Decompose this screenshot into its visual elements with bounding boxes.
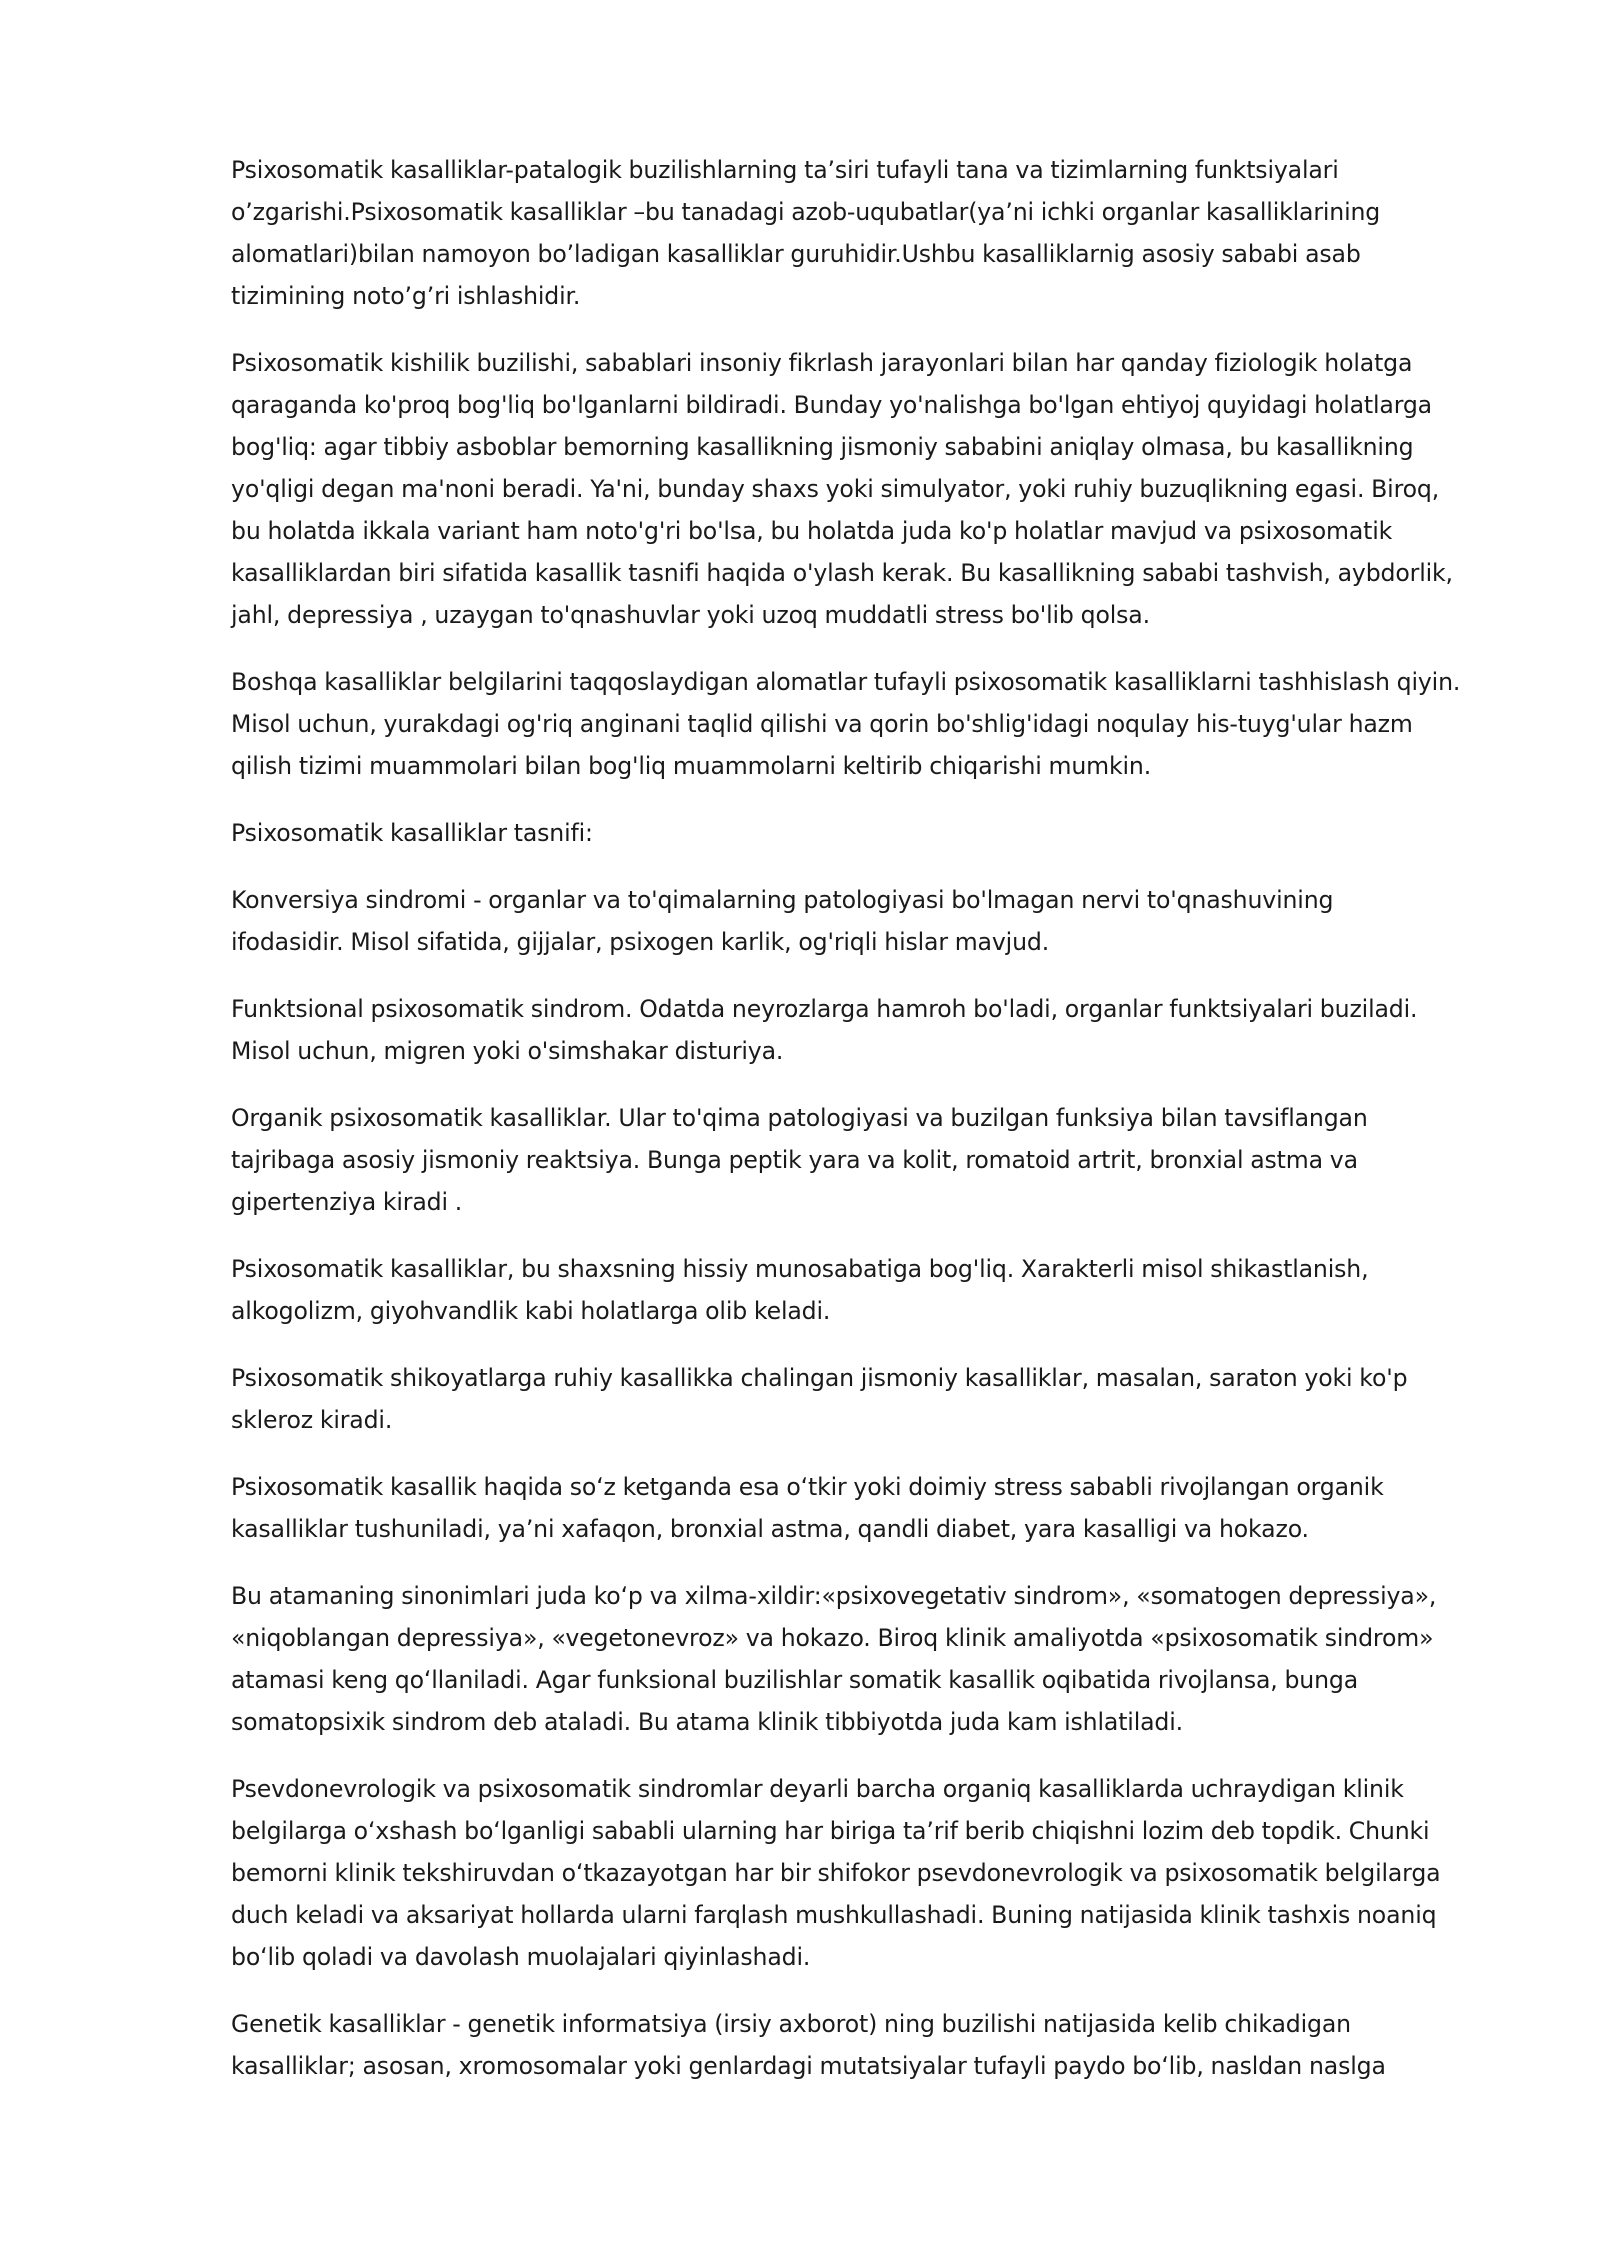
text-line: somatopsixik sindrom deb ataladi. Bu atama klinik tibbiyotda juda kam ishlatiladi. xyxy=(231,1708,1184,1736)
text-line: Organik psixosomatik kasalliklar. Ular to'qima patologiyasi va buzilgan funksiya bilan tavsiflangan xyxy=(231,1104,1368,1132)
paragraph xyxy=(231,1248,1511,1332)
paragraph xyxy=(231,1097,1511,1223)
text-line: alkogolizm, giyohvandlik kabi holatlarga olib keladi. xyxy=(231,1297,831,1325)
text-line: Psixosomatik kasalliklar, bu shaxsning hissiy munosabatiga bog'liq. Xarakterli misol shikastlanish, xyxy=(231,1255,1369,1283)
text-line: Misol uchun, yurakdagi og'riq anginani taqlid qilishi va qorin bo'shlig'idagi noqulay his-tuyg'ular hazm xyxy=(231,710,1413,738)
text-line: tajribaga asosiy jismoniy reaktsiya. Bunga peptik yara va kolit, romatoid artrit, bronxial astma va xyxy=(231,1146,1358,1174)
paragraph xyxy=(231,812,1511,854)
text-line: qilish tizimi muammolari bilan bog'liq muammolarni keltirib chiqarishi mumkin. xyxy=(231,752,1152,780)
paragraph xyxy=(231,661,1511,787)
text-line: Psixosomatik kasalliklar tasnifi: xyxy=(231,819,593,847)
text-line: kasalliklar tushuniladi, yaʼni xafaqon, bronxial astma, qandli diabet, yara kasalligi va hokazo. xyxy=(231,1515,1309,1543)
text-line: Konversiya sindromi - organlar va to'qimalarning patologiyasi bo'lmagan nervi to'qnashuvining xyxy=(231,886,1334,914)
paragraph xyxy=(231,1466,1511,1550)
text-line: kasalliklar; asosan, xromosomalar yoki genlardagi mutatsiyalar tufayli paydo boʻlib, nasldan naslga xyxy=(231,2052,1386,2080)
text-line: boʻlib qoladi va davolash muolajalari qiyinlashadi. xyxy=(231,1943,811,1971)
paragraph xyxy=(231,879,1511,963)
paragraph xyxy=(231,1575,1511,1743)
text-line: bemorni klinik tekshiruvdan oʻtkazayotgan har bir shifokor psevdonevrologik va psixosomatik belgilarga xyxy=(231,1859,1441,1887)
text-line: duch keladi va aksariyat hollarda ularni farqlash mushkullashadi. Buning natijasida klinik tashxis noaniq xyxy=(231,1901,1437,1929)
text-line: tizimining noto’g’ri ishlashidir. xyxy=(231,282,581,310)
text-line: atamasi keng qoʻllaniladi. Agar funksional buzilishlar somatik kasallik oqibatida rivojlansa, bunga xyxy=(231,1666,1359,1694)
text-line: jahl, depressiya , uzaygan to'qnashuvlar yoki uzoq muddatli stress bo'lib qolsa. xyxy=(231,601,1150,629)
text-line: o’zgarishi.Psixosomatik kasalliklar –bu tanadagi azob-uqubatlar(ya’ni ichki organlar kasalliklarining xyxy=(231,198,1381,226)
paragraph xyxy=(231,149,1511,317)
text-line: Psixosomatik kasalliklar-patalogik buzilishlarning ta’siri tufayli tana va tizimlarning funktsiyalari xyxy=(231,156,1339,184)
paragraph xyxy=(231,988,1511,1072)
text-line: ifodasidir. Misol sifatida, gijjalar, psixogen karlik, og'riqli hislar mavjud. xyxy=(231,928,1050,956)
text-line: Psixosomatik kasallik haqida soʻz ketganda esa oʻtkir yoki doimiy stress sababli rivojlangan organik xyxy=(231,1473,1384,1501)
document-body xyxy=(231,149,1511,2087)
text-line: yo'qligi degan ma'noni beradi. Ya'ni, bunday shaxs yoki simulyator, yoki ruhiy buzuqlikning egasi. Biroq, xyxy=(231,475,1440,503)
text-line: Funktsional psixosomatik sindrom. Odatda neyrozlarga hamroh bo'ladi, organlar funktsiyalari buziladi. xyxy=(231,995,1418,1023)
text-line: bog'liq: agar tibbiy asboblar bemorning kasallikning jismoniy sababini aniqlay olmasa, bu kasallikning xyxy=(231,433,1414,461)
text-line: belgilarga oʻxshash boʻlganligi sababli ularning har biriga taʼrif berib chiqishni lozim deb topdik. Chunki xyxy=(231,1817,1430,1845)
text-line: «niqoblangan depressiya», «vegetonevroz» va hokazo. Biroq klinik amaliyotda «psixosomatik sindrom» xyxy=(231,1624,1434,1652)
text-line: skleroz kiradi. xyxy=(231,1406,393,1434)
text-line: kasalliklardan biri sifatida kasallik tasnifi haqida o'ylash kerak. Bu kasallikning sababi tashvish, aybdorlik, xyxy=(231,559,1453,587)
paragraph xyxy=(231,2003,1511,2087)
text-line: gipertenziya kiradi . xyxy=(231,1188,463,1216)
paragraph xyxy=(231,342,1511,636)
text-line: alomatlari)bilan namoyon bo’ladigan kasalliklar guruhidir.Ushbu kasalliklarnig asosiy sababi asab xyxy=(231,240,1361,268)
text-line: Psixosomatik shikoyatlarga ruhiy kasallikka chalingan jismoniy kasalliklar, masalan, saraton yoki ko'p xyxy=(231,1364,1408,1392)
text-line: Psevdonevrologik va psixosomatik sindromlar deyarli barcha organiq kasalliklarda uchraydigan klinik xyxy=(231,1775,1404,1803)
text-line: Boshqa kasalliklar belgilarini taqqoslaydigan alomatlar tufayli psixosomatik kasalliklarni tashhislash qiyin. xyxy=(231,668,1461,696)
text-line: Psixosomatik kishilik buzilishi, sabablari insoniy fikrlash jarayonlari bilan har qanday fiziologik holatga xyxy=(231,349,1413,377)
paragraph xyxy=(231,1357,1511,1441)
text-line: Genetik kasalliklar - genetik informatsiya (irsiy axborot) ning buzilishi natijasida kelib chikadigan xyxy=(231,2010,1351,2038)
text-line: bu holatda ikkala variant ham noto'g'ri bo'lsa, bu holatda juda ko'p holatlar mavjud va psixosomatik xyxy=(231,517,1393,545)
text-line: Misol uchun, migren yoki o'simshakar disturiya. xyxy=(231,1037,784,1065)
paragraph xyxy=(231,1768,1511,1978)
text-line: Bu atamaning sinonimlari juda koʻp va xilma-xildir:«psixovegetativ sindrom», «somatogen depressiya», xyxy=(231,1582,1437,1610)
text-line: qaraganda ko'proq bog'liq bo'lganlarni bildiradi. Bunday yo'nalishga bo'lgan ehtiyoj quyidagi holatlarga xyxy=(231,391,1432,419)
